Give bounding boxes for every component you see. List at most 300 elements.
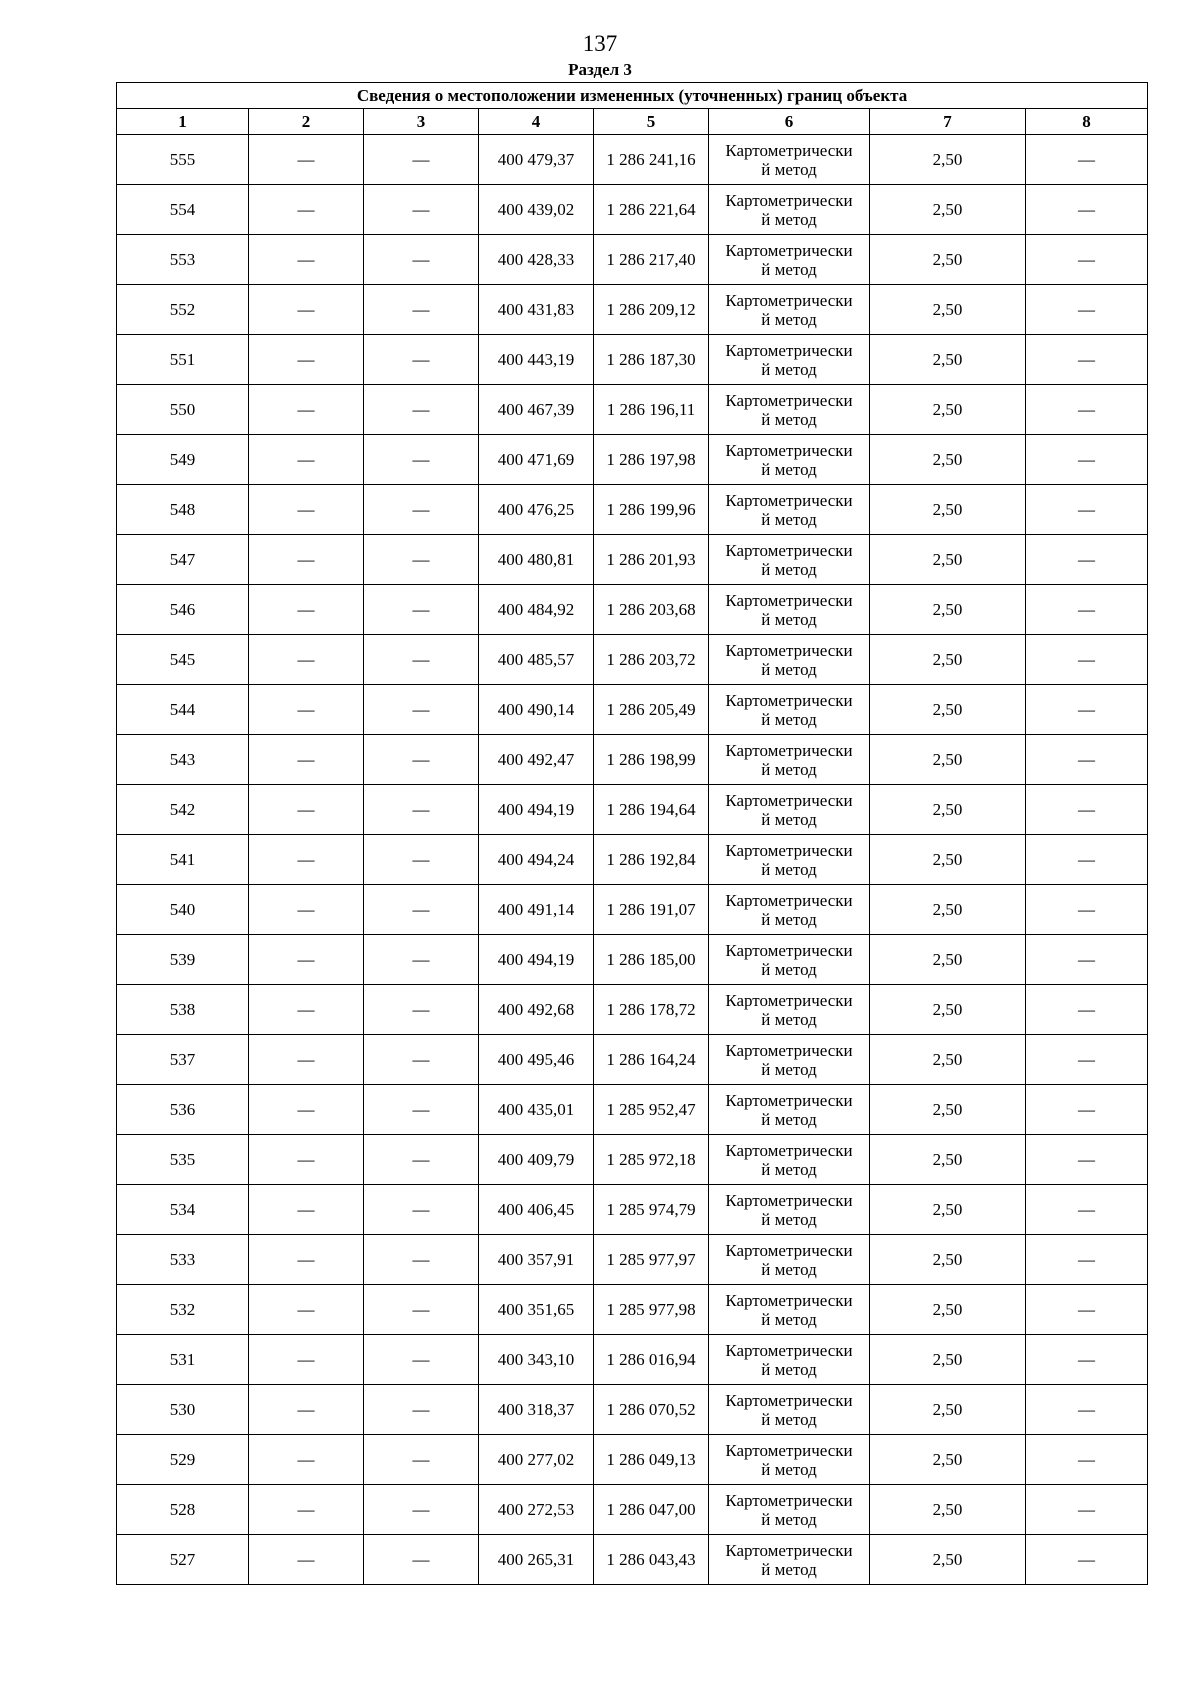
table-row [117,1035,1148,1085]
method-cell [709,335,870,385]
y-coordinate-cell: 1 285 977,98 [594,1285,709,1335]
x-coordinate-cell: 400 272,53 [479,1485,594,1535]
col8-dash-cell: — [1026,185,1148,235]
point-number-cell: 534 [117,1185,249,1235]
method-cell [709,1285,870,1335]
method-cell [709,385,870,435]
accuracy-cell: 2,50 [870,485,1026,535]
method-line-2: й метод [761,309,817,329]
method-cell [709,485,870,535]
col2-dash-cell: — [249,635,364,685]
col3-dash-cell: — [364,1135,479,1185]
accuracy-cell: 2,50 [870,1335,1026,1385]
x-coordinate-cell: 400 406,45 [479,1185,594,1235]
method-cell [709,1335,870,1385]
method-line-2: й метод [761,1109,817,1129]
accuracy-cell: 2,50 [870,1285,1026,1335]
x-coordinate-cell: 400 439,02 [479,185,594,235]
method-line-2: й метод [761,359,817,379]
x-coordinate-cell: 400 484,92 [479,585,594,635]
method-line-1: Картометрически [725,290,853,310]
point-number-cell: 549 [117,435,249,485]
col8-dash-cell: — [1026,1535,1148,1585]
col8-dash-cell: — [1026,935,1148,985]
accuracy-cell: 2,50 [870,285,1026,335]
y-coordinate-cell: 1 286 203,72 [594,635,709,685]
method-cell [709,885,870,935]
method-line-2: й метод [761,459,817,479]
col2-dash-cell: — [249,835,364,885]
y-coordinate-cell: 1 286 241,16 [594,135,709,185]
x-coordinate-cell: 400 492,68 [479,985,594,1035]
boundary-coordinates-table [116,82,1148,1585]
col8-dash-cell: — [1026,785,1148,835]
table-row [117,235,1148,285]
column-header-5: 5 [594,109,709,135]
col3-dash-cell: — [364,535,479,585]
col8-dash-cell: — [1026,685,1148,735]
y-coordinate-cell: 1 286 185,00 [594,935,709,985]
col3-dash-cell: — [364,1235,479,1285]
y-coordinate-cell: 1 286 199,96 [594,485,709,535]
method-line-1: Картометрически [725,390,853,410]
x-coordinate-cell: 400 277,02 [479,1435,594,1485]
col8-dash-cell: — [1026,585,1148,635]
section-title: Раздел 3 [568,60,632,79]
method-cell [709,1535,870,1585]
col8-dash-cell: — [1026,1385,1148,1435]
col8-dash-cell: — [1026,1235,1148,1285]
method-line-2: й метод [761,659,817,679]
point-number-cell: 532 [117,1285,249,1335]
method-line-2: й метод [761,1259,817,1279]
method-cell [709,185,870,235]
method-cell [709,135,870,185]
col8-dash-cell: — [1026,1285,1148,1335]
method-cell [709,285,870,335]
method-line-1: Картометрически [725,590,853,610]
accuracy-cell: 2,50 [870,635,1026,685]
x-coordinate-cell: 400 471,69 [479,435,594,485]
accuracy-cell: 2,50 [870,785,1026,835]
col8-dash-cell: — [1026,985,1148,1035]
col2-dash-cell: — [249,1135,364,1185]
x-coordinate-cell: 400 443,19 [479,335,594,385]
y-coordinate-cell: 1 286 187,30 [594,335,709,385]
y-coordinate-cell: 1 286 194,64 [594,785,709,835]
col2-dash-cell: — [249,185,364,235]
table-row [117,485,1148,535]
col2-dash-cell: — [249,1485,364,1535]
column-header-4: 4 [479,109,594,135]
point-number-cell: 536 [117,1085,249,1135]
x-coordinate-cell: 400 435,01 [479,1085,594,1135]
method-line-1: Картометрически [725,1240,853,1260]
method-line-2: й метод [761,209,817,229]
point-number-cell: 544 [117,685,249,735]
col8-dash-cell: — [1026,1435,1148,1485]
col2-dash-cell: — [249,1335,364,1385]
method-line-1: Картометрически [725,990,853,1010]
col2-dash-cell: — [249,135,364,185]
col2-dash-cell: — [249,785,364,835]
table-row [117,285,1148,335]
method-cell [709,535,870,585]
col3-dash-cell: — [364,1435,479,1485]
accuracy-cell: 2,50 [870,1435,1026,1485]
method-line-2: й метод [761,959,817,979]
accuracy-cell: 2,50 [870,1085,1026,1135]
point-number-cell: 540 [117,885,249,935]
col2-dash-cell: — [249,285,364,335]
accuracy-cell: 2,50 [870,1135,1026,1185]
method-cell [709,435,870,485]
col8-dash-cell: — [1026,335,1148,385]
column-header-3: 3 [364,109,479,135]
col2-dash-cell: — [249,935,364,985]
method-line-1: Картометрически [725,640,853,660]
x-coordinate-cell: 400 428,33 [479,235,594,285]
y-coordinate-cell: 1 286 178,72 [594,985,709,1035]
column-header-8: 8 [1026,109,1148,135]
method-line-2: й метод [761,609,817,629]
point-number-cell: 535 [117,1135,249,1185]
method-line-2: й метод [761,759,817,779]
y-coordinate-cell: 1 286 198,99 [594,735,709,785]
x-coordinate-cell: 400 467,39 [479,385,594,435]
y-coordinate-cell: 1 286 209,12 [594,285,709,335]
y-coordinate-cell: 1 285 977,97 [594,1235,709,1285]
accuracy-cell: 2,50 [870,1535,1026,1585]
accuracy-cell: 2,50 [870,685,1026,735]
table-row [117,1235,1148,1285]
x-coordinate-cell: 400 480,81 [479,535,594,585]
col2-dash-cell: — [249,1035,364,1085]
point-number-cell: 530 [117,1385,249,1435]
x-coordinate-cell: 400 492,47 [479,735,594,785]
point-number-cell: 531 [117,1335,249,1385]
method-cell [709,585,870,635]
point-number-cell: 546 [117,585,249,635]
method-line-2: й метод [761,1559,817,1579]
col3-dash-cell: — [364,1485,479,1535]
y-coordinate-cell: 1 285 974,79 [594,1185,709,1235]
x-coordinate-cell: 400 431,83 [479,285,594,335]
col2-dash-cell: — [249,1535,364,1585]
method-line-1: Картометрически [725,790,853,810]
point-number-cell: 550 [117,385,249,435]
method-cell [709,1085,870,1135]
col3-dash-cell: — [364,135,479,185]
point-number-cell: 554 [117,185,249,235]
method-line-2: й метод [761,1159,817,1179]
table-row [117,885,1148,935]
method-line-1: Картометрически [725,140,853,160]
method-line-1: Картометрически [725,890,853,910]
accuracy-cell: 2,50 [870,1185,1026,1235]
method-line-1: Картометрически [725,1290,853,1310]
method-line-1: Картометрически [725,1190,853,1210]
col3-dash-cell: — [364,935,479,985]
table-row [117,335,1148,385]
point-number-cell: 528 [117,1485,249,1535]
table-row [117,1435,1148,1485]
method-cell [709,1035,870,1085]
col2-dash-cell: — [249,735,364,785]
y-coordinate-cell: 1 285 972,18 [594,1135,709,1185]
accuracy-cell: 2,50 [870,535,1026,585]
col3-dash-cell: — [364,685,479,735]
x-coordinate-cell: 400 343,10 [479,1335,594,1385]
x-coordinate-cell: 400 318,37 [479,1385,594,1435]
x-coordinate-cell: 400 476,25 [479,485,594,535]
method-line-2: й метод [761,1509,817,1529]
y-coordinate-cell: 1 286 164,24 [594,1035,709,1085]
col8-dash-cell: — [1026,435,1148,485]
col8-dash-cell: — [1026,1085,1148,1135]
col8-dash-cell: — [1026,1135,1148,1185]
method-line-1: Картометрически [725,940,853,960]
y-coordinate-cell: 1 286 221,64 [594,185,709,235]
accuracy-cell: 2,50 [870,885,1026,935]
accuracy-cell: 2,50 [870,835,1026,885]
col3-dash-cell: — [364,785,479,835]
method-line-2: й метод [761,709,817,729]
x-coordinate-cell: 400 495,46 [479,1035,594,1085]
accuracy-cell: 2,50 [870,935,1026,985]
col8-dash-cell: — [1026,835,1148,885]
x-coordinate-cell: 400 351,65 [479,1285,594,1335]
col3-dash-cell: — [364,1535,479,1585]
col3-dash-cell: — [364,585,479,635]
point-number-cell: 533 [117,1235,249,1285]
accuracy-cell: 2,50 [870,135,1026,185]
x-coordinate-cell: 400 491,14 [479,885,594,935]
col2-dash-cell: — [249,1385,364,1435]
col3-dash-cell: — [364,235,479,285]
method-line-2: й метод [761,1209,817,1229]
table-row [117,685,1148,735]
method-cell [709,1235,870,1285]
col2-dash-cell: — [249,535,364,585]
table-row [117,1485,1148,1535]
col3-dash-cell: — [364,1035,479,1085]
col8-dash-cell: — [1026,535,1148,585]
table-row [117,635,1148,685]
col8-dash-cell: — [1026,285,1148,335]
x-coordinate-cell: 400 490,14 [479,685,594,735]
col8-dash-cell: — [1026,1485,1148,1535]
method-line-1: Картометрически [725,1490,853,1510]
col2-dash-cell: — [249,385,364,435]
col3-dash-cell: — [364,385,479,435]
table-row [117,585,1148,635]
method-line-1: Картометрически [725,1340,853,1360]
accuracy-cell: 2,50 [870,735,1026,785]
accuracy-cell: 2,50 [870,185,1026,235]
table-row [117,1335,1148,1385]
col2-dash-cell: — [249,335,364,385]
col3-dash-cell: — [364,1085,479,1135]
table-row [117,1135,1148,1185]
col3-dash-cell: — [364,1335,479,1385]
method-cell [709,1135,870,1185]
method-line-2: й метод [761,1059,817,1079]
method-line-2: й метод [761,259,817,279]
y-coordinate-cell: 1 286 201,93 [594,535,709,585]
table-body [117,135,1148,1585]
method-cell [709,1485,870,1535]
x-coordinate-cell: 400 485,57 [479,635,594,685]
method-line-1: Картометрически [725,1390,853,1410]
method-cell [709,785,870,835]
column-header-7: 7 [870,109,1026,135]
y-coordinate-cell: 1 286 205,49 [594,685,709,735]
x-coordinate-cell: 400 479,37 [479,135,594,185]
table-row [117,835,1148,885]
point-number-cell: 542 [117,785,249,835]
method-line-2: й метод [761,909,817,929]
col2-dash-cell: — [249,585,364,635]
accuracy-cell: 2,50 [870,235,1026,285]
point-number-cell: 538 [117,985,249,1035]
point-number-cell: 529 [117,1435,249,1485]
y-coordinate-cell: 1 286 049,13 [594,1435,709,1485]
column-header-1: 1 [117,109,249,135]
x-coordinate-cell: 400 494,24 [479,835,594,885]
y-coordinate-cell: 1 286 191,07 [594,885,709,935]
col8-dash-cell: — [1026,485,1148,535]
point-number-cell: 552 [117,285,249,335]
y-coordinate-cell: 1 286 016,94 [594,1335,709,1385]
table-row [117,1385,1148,1435]
method-line-1: Картометрически [725,690,853,710]
method-cell [709,1185,870,1235]
col2-dash-cell: — [249,885,364,935]
method-line-2: й метод [761,559,817,579]
table-row [117,785,1148,835]
col8-dash-cell: — [1026,735,1148,785]
accuracy-cell: 2,50 [870,585,1026,635]
point-number-cell: 527 [117,1535,249,1585]
col3-dash-cell: — [364,835,479,885]
method-line-2: й метод [761,1309,817,1329]
col3-dash-cell: — [364,1285,479,1335]
col3-dash-cell: — [364,1385,479,1435]
method-cell [709,635,870,685]
table-row [117,1535,1148,1585]
method-line-1: Картометрически [725,1090,853,1110]
accuracy-cell: 2,50 [870,1485,1026,1535]
method-line-1: Картометрически [725,540,853,560]
method-line-1: Картометрически [725,1540,853,1560]
method-line-1: Картометрически [725,1140,853,1160]
column-header-2: 2 [249,109,364,135]
method-line-2: й метод [761,509,817,529]
method-line-1: Картометрически [725,740,853,760]
col3-dash-cell: — [364,885,479,935]
method-line-2: й метод [761,809,817,829]
method-line-1: Картометрически [725,840,853,860]
col3-dash-cell: — [364,985,479,1035]
col2-dash-cell: — [249,1235,364,1285]
point-number-cell: 551 [117,335,249,385]
accuracy-cell: 2,50 [870,385,1026,435]
x-coordinate-cell: 400 265,31 [479,1535,594,1585]
method-cell [709,735,870,785]
col3-dash-cell: — [364,435,479,485]
column-header-row [117,109,1148,135]
method-line-2: й метод [761,1409,817,1429]
col3-dash-cell: — [364,1185,479,1235]
x-coordinate-cell: 400 357,91 [479,1235,594,1285]
col3-dash-cell: — [364,735,479,785]
table-row [117,935,1148,985]
x-coordinate-cell: 400 494,19 [479,785,594,835]
method-cell [709,835,870,885]
accuracy-cell: 2,50 [870,1035,1026,1085]
table-row [117,1085,1148,1135]
method-line-2: й метод [761,1009,817,1029]
col8-dash-cell: — [1026,135,1148,185]
method-line-2: й метод [761,859,817,879]
col3-dash-cell: — [364,635,479,685]
col2-dash-cell: — [249,1185,364,1235]
table-row [117,985,1148,1035]
method-line-1: Картометрически [725,1040,853,1060]
table-row [117,1185,1148,1235]
col8-dash-cell: — [1026,1035,1148,1085]
accuracy-cell: 2,50 [870,1385,1026,1435]
point-number-cell: 553 [117,235,249,285]
col8-dash-cell: — [1026,1185,1148,1235]
y-coordinate-cell: 1 286 192,84 [594,835,709,885]
method-line-1: Картометрически [725,240,853,260]
table-row [117,535,1148,585]
method-line-1: Картометрически [725,190,853,210]
point-number-cell: 541 [117,835,249,885]
col2-dash-cell: — [249,485,364,535]
method-line-2: й метод [761,1359,817,1379]
col8-dash-cell: — [1026,885,1148,935]
table-row [117,1285,1148,1335]
col2-dash-cell: — [249,685,364,735]
col2-dash-cell: — [249,985,364,1035]
method-line-1: Картометрически [725,440,853,460]
y-coordinate-cell: 1 286 043,43 [594,1535,709,1585]
point-number-cell: 548 [117,485,249,535]
table-row [117,435,1148,485]
table-caption: Сведения о местоположении измененных (уточненных) границ объекта [117,83,1148,109]
point-number-cell: 539 [117,935,249,985]
col8-dash-cell: — [1026,235,1148,285]
y-coordinate-cell: 1 286 047,00 [594,1485,709,1535]
point-number-cell: 547 [117,535,249,585]
y-coordinate-cell: 1 286 070,52 [594,1385,709,1435]
y-coordinate-cell: 1 286 196,11 [594,385,709,435]
x-coordinate-cell: 400 409,79 [479,1135,594,1185]
point-number-cell: 537 [117,1035,249,1085]
y-coordinate-cell: 1 286 217,40 [594,235,709,285]
col8-dash-cell: — [1026,1335,1148,1385]
method-line-2: й метод [761,159,817,179]
col2-dash-cell: — [249,1285,364,1335]
y-coordinate-cell: 1 285 952,47 [594,1085,709,1135]
page-number: 137 [582,31,618,56]
method-line-2: й метод [761,409,817,429]
method-cell [709,235,870,285]
col3-dash-cell: — [364,335,479,385]
